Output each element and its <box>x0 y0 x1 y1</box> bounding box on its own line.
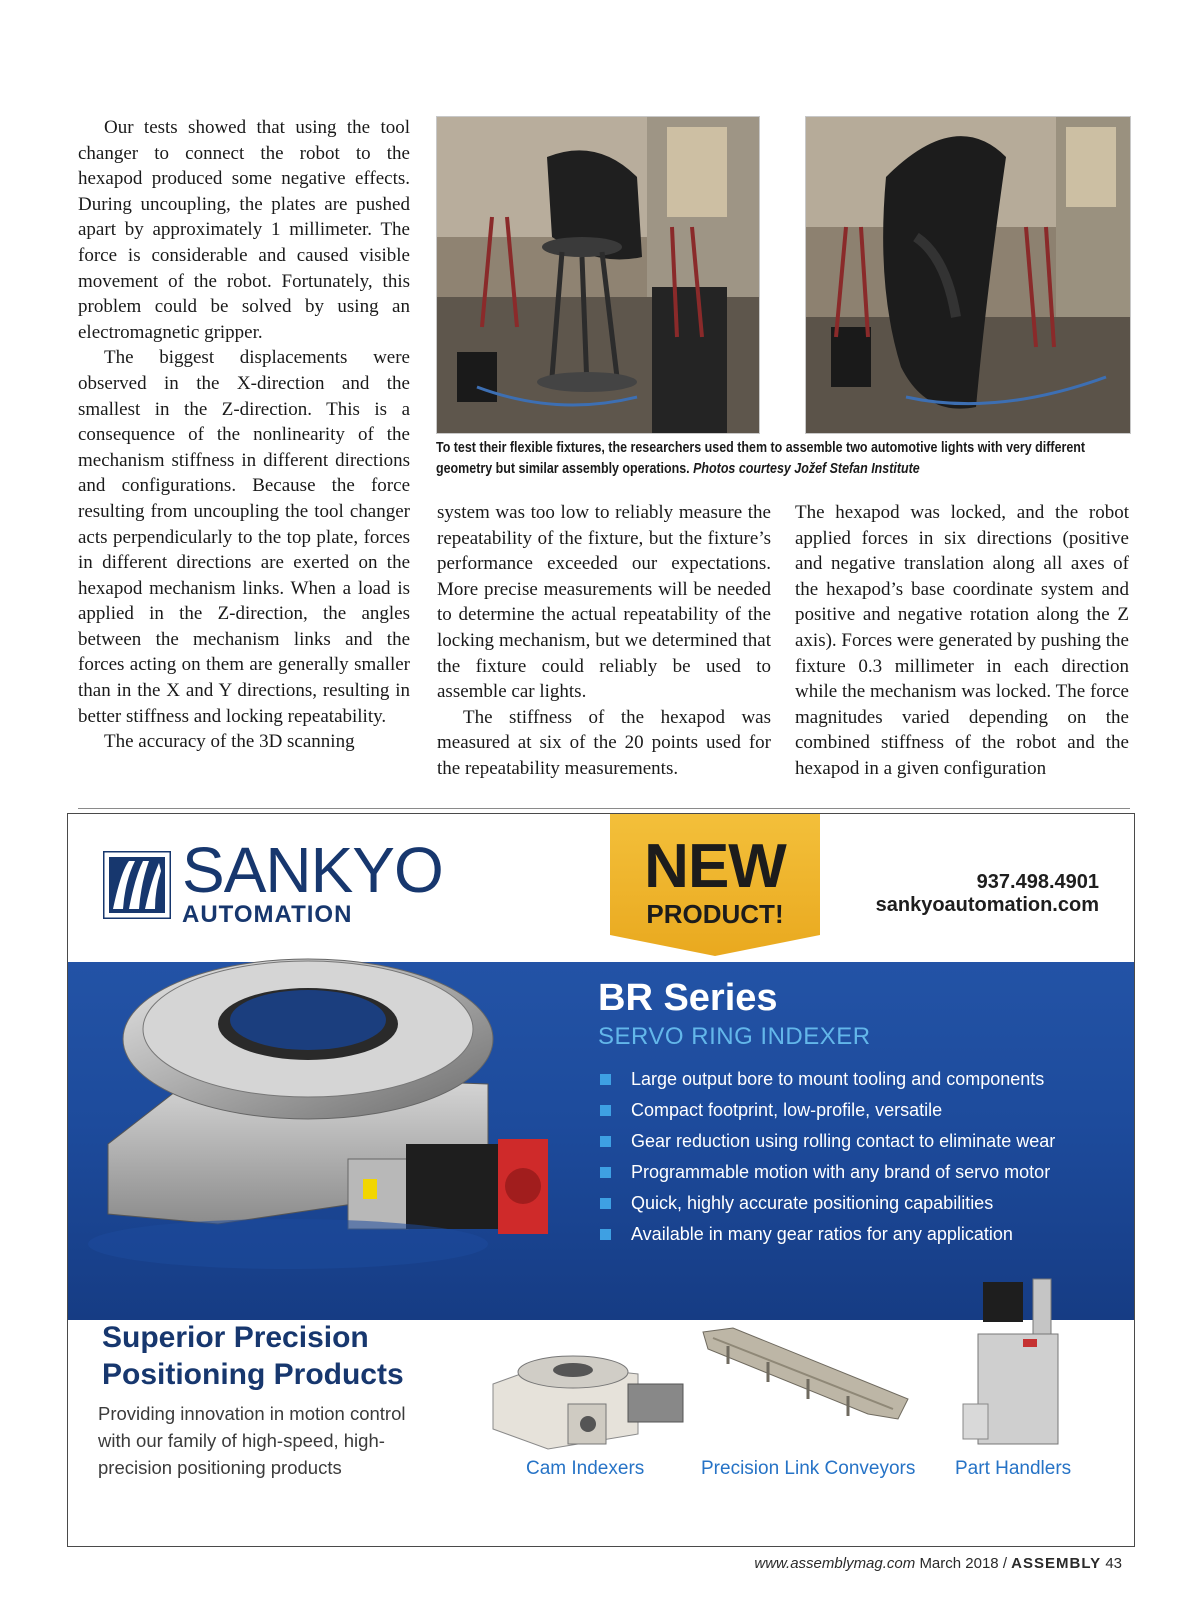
fixture-photo-right-image <box>806 117 1130 433</box>
cam-indexer-image <box>488 1344 688 1454</box>
square-bullet-icon <box>600 1074 611 1085</box>
feature-text: Compact footprint, low-profile, versatile <box>631 1100 943 1120</box>
square-bullet-icon <box>600 1167 611 1178</box>
divider-rule <box>78 808 1130 809</box>
feature-item <box>598 1219 1055 1250</box>
series-subtitle: SERVO RING INDEXER <box>598 1023 871 1050</box>
square-bullet-icon <box>600 1229 611 1240</box>
article-paragraph: system was too low to reliably measure the repeatability of the fixture, but the fixture’s performance exceeded our expectations. More precise measurements will be needed to determine the actual repeatability of the locking mechanism, but we determined that the fixture could reliably be used to assemble car lights. <box>437 502 771 703</box>
article-paragraph: The hexapod was locked, and the robot applied forces in six directions (positive and negative translation along all axes of the hexapod’s base coordinate system and positive and negative rotation along the Z axis). Forces were generated by pushing the fixture 0.3 millimeter in each direction while the mechanism was locked. The force magnitudes varied depending on the combined stiffness of the robot and the hexapod in a given configuration <box>795 502 1129 779</box>
website-link[interactable]: sankyoautomation.com <box>875 894 1099 916</box>
tagline-line: Positioning Products <box>102 1358 404 1391</box>
sankyo-advertisement[interactable] <box>67 813 1135 1547</box>
article-column-1 <box>78 115 410 755</box>
part-handler-image <box>958 1274 1068 1454</box>
square-bullet-icon <box>600 1105 611 1116</box>
footer-date: March 2018 <box>919 1555 999 1572</box>
square-bullet-icon <box>600 1198 611 1209</box>
feature-item <box>598 1157 1055 1188</box>
page-number: 43 <box>1105 1555 1122 1572</box>
product-label-cam-indexers[interactable]: Cam Indexers <box>526 1458 645 1479</box>
product-label-part-handlers[interactable]: Part Handlers <box>955 1458 1072 1479</box>
article-paragraph: The biggest displacements were observed in the X-direction and the smallest in the Z-direction. This is a consequence of the nonlinearity of the mechanism stiffness in different directions and configurations. Because the force resulting from uncoupling the tool changer acts perpendicularly to the top plate, forces in different directions are exerted on the hexapod mechanism links. When a load is applied in the Z-direction, the angles between the mechanism links and the forces acting on them are generally smaller than in the X and Y directions, resulting in better stiffness and locking repeatability. <box>78 347 410 727</box>
feature-list <box>598 1064 1055 1250</box>
product-label-precision-link-conveyors[interactable]: Precision Link Conveyors <box>701 1458 916 1479</box>
feature-text: Available in many gear ratios for any application <box>631 1224 1013 1244</box>
fixture-photo-left <box>436 116 760 434</box>
phone-number[interactable]: 937.498.4901 <box>976 871 1099 893</box>
feature-text: Quick, highly accurate positioning capabilities <box>631 1193 994 1213</box>
article-column-3 <box>795 500 1129 782</box>
brand-subtitle: AUTOMATION <box>182 901 353 928</box>
caption-text: To test their flexible fixtures, the researchers used them to assemble two automotive lights with very different geometry but similar assembly operations. <box>436 440 1086 477</box>
feature-item <box>598 1188 1055 1219</box>
feature-text: Large output bore to mount tooling and components <box>631 1069 1045 1089</box>
article-paragraph: The accuracy of the 3D scanning <box>104 731 355 753</box>
feature-text: Programmable motion with any brand of servo motor <box>631 1162 1051 1182</box>
photo-caption <box>436 438 1133 480</box>
fixture-photo-right <box>805 116 1131 434</box>
footer-magazine: ASSEMBLY <box>1011 1555 1102 1572</box>
series-title: BR Series <box>598 977 778 1019</box>
fixture-photo-left-image <box>437 117 759 433</box>
feature-item <box>598 1126 1055 1157</box>
link-conveyor-image <box>698 1324 918 1434</box>
page-footer <box>754 1555 1122 1572</box>
article-column-2 <box>437 500 771 782</box>
square-bullet-icon <box>600 1136 611 1147</box>
badge-product: PRODUCT! <box>646 899 784 929</box>
feature-item <box>598 1064 1055 1095</box>
brand-name: SANKYO <box>182 834 443 906</box>
footer-separator: / <box>1002 1555 1007 1572</box>
tagline-line: Superior Precision <box>102 1321 369 1354</box>
ad-description: Providing innovation in motion control with our family of high-speed, high-precision positioning products <box>98 1403 406 1478</box>
article-paragraph: Our tests showed that using the tool changer to connect the robot to the hexapod produced some negative effects. During uncoupling, the plates are pushed apart by approximately 1 millimeter. The force is considerable and caused visible movement of the robot. Fortunately, this problem could be solved by using an electromagnetic gripper. <box>78 117 410 343</box>
feature-item <box>598 1095 1055 1126</box>
feature-text: Gear reduction using rolling contact to eliminate wear <box>631 1131 1056 1151</box>
ring-indexer-illustration <box>88 924 568 1304</box>
sankyo-logo-icon <box>103 851 171 919</box>
article-paragraph: The stiffness of the hexapod was measured at six of the 20 points used for the repeatability measurements. <box>437 706 771 779</box>
badge-new: NEW <box>644 832 786 901</box>
ad-tagline <box>102 1319 404 1393</box>
photo-credit: Photos courtesy Jožef Stefan Institute <box>693 461 920 477</box>
footer-url[interactable]: www.assemblymag.com <box>754 1555 916 1572</box>
